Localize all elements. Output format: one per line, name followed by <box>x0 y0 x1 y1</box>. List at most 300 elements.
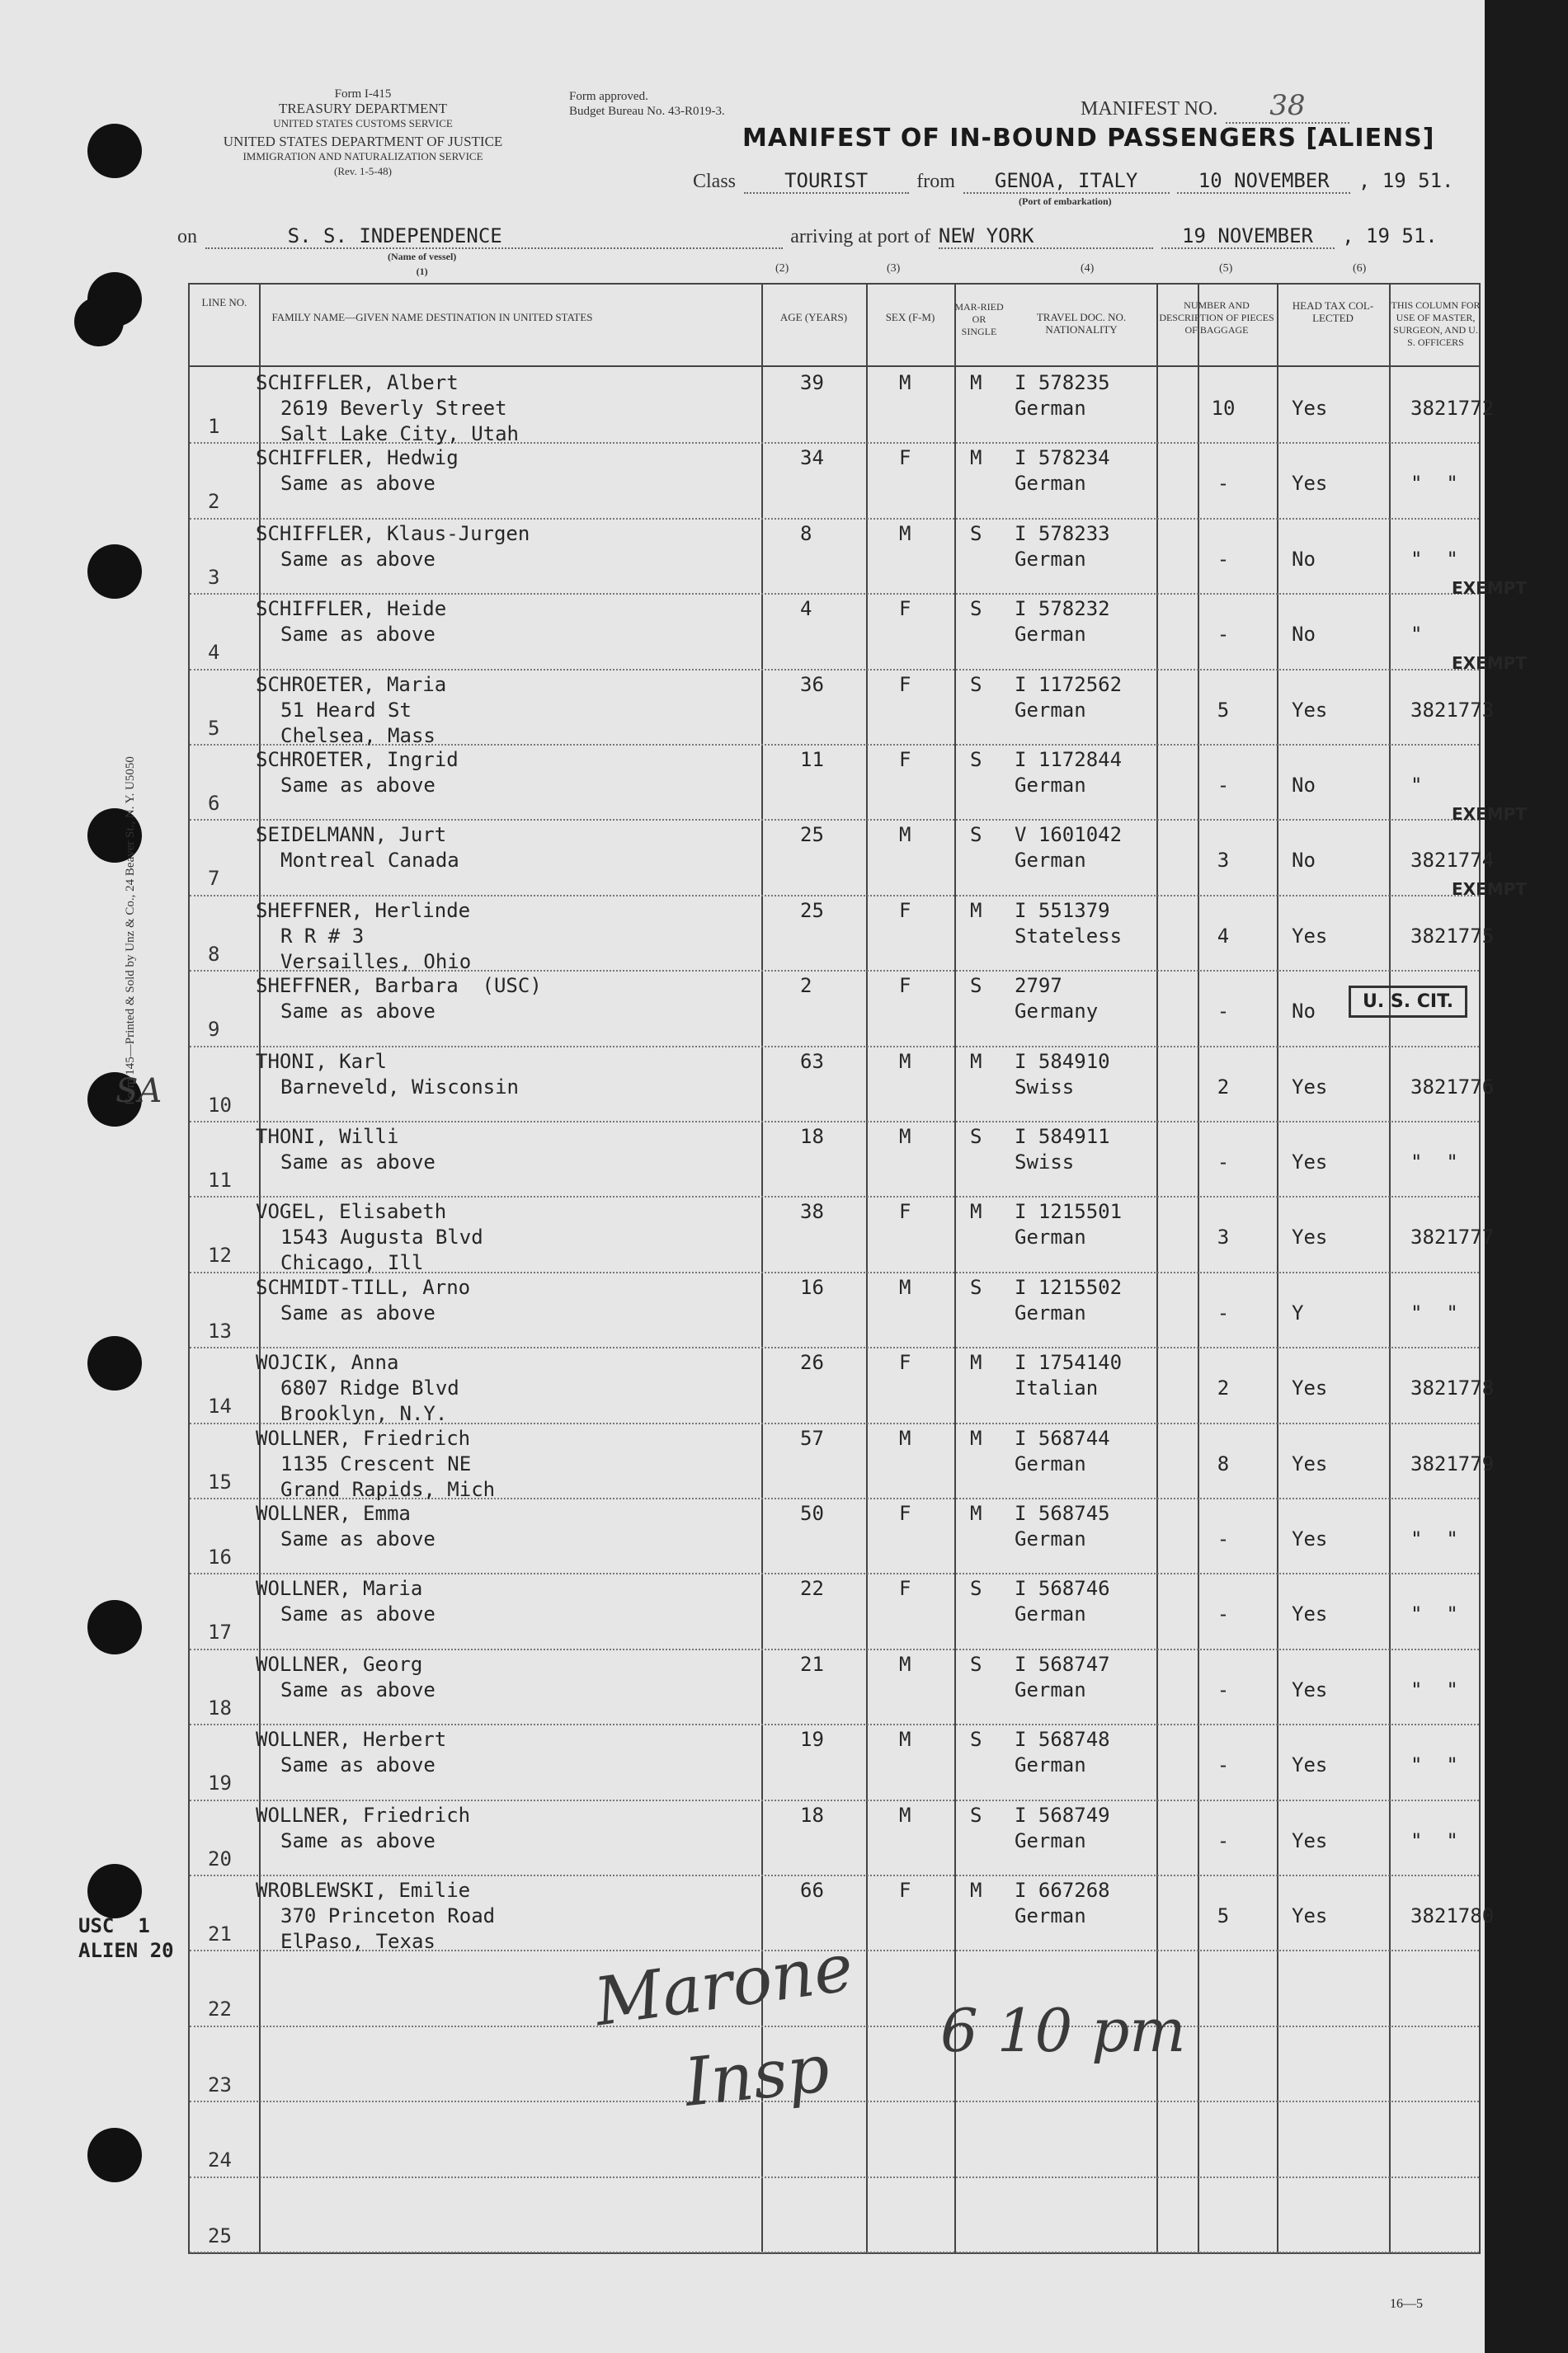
age-value: 8 <box>800 521 812 545</box>
head-tax: Yes <box>1292 1226 1328 1249</box>
justice-dept: UNITED STATES DEPARTMENT OF JUSTICE <box>223 134 503 149</box>
age-value: 57 <box>800 1426 824 1450</box>
sex-value: M <box>899 1652 911 1676</box>
footer-code: 16—5 <box>1390 2297 1423 2311</box>
marital-status: S <box>970 1803 982 1827</box>
line-number: 13 <box>208 1319 232 1343</box>
sex-value: F <box>899 446 911 470</box>
head-tax: Yes <box>1292 1527 1328 1551</box>
departure-date: 10 NOVEMBER <box>1177 169 1350 194</box>
marital-status: M <box>970 1049 982 1073</box>
travel-doc-no: I 584910 <box>1015 1049 1110 1073</box>
destination: Barneveld, Wisconsin <box>280 1075 519 1099</box>
age-value: 50 <box>800 1502 824 1525</box>
agency-block <box>165 87 561 179</box>
passenger-name: VOGEL, Elisabeth <box>256 1200 447 1224</box>
row-separator <box>190 669 1479 671</box>
head-tax: Yes <box>1292 698 1328 722</box>
nationality: German <box>1015 397 1086 420</box>
nationality: German <box>1015 1904 1086 1927</box>
nationality: German <box>1015 623 1086 647</box>
row-separator <box>190 1121 1479 1122</box>
marital-status: S <box>970 1728 982 1752</box>
officer-entry: " <box>1410 774 1423 797</box>
col-num-5: (5) <box>1219 262 1233 275</box>
passenger-name: WOLLNER, Maria <box>256 1577 423 1601</box>
nationality: German <box>1015 1753 1086 1777</box>
marital-status: M <box>970 371 982 394</box>
head-tax: Y <box>1292 1301 1304 1325</box>
baggage-count: - <box>1217 1678 1230 1701</box>
passenger-name: SCHMIDT-TILL, Arno <box>256 1275 471 1299</box>
travel-doc-no: I 584911 <box>1015 1125 1110 1148</box>
row-separator <box>190 2101 1479 2102</box>
officer-entry: 3821778 <box>1410 1377 1495 1400</box>
head-tax: No <box>1292 849 1316 873</box>
row-separator <box>190 518 1479 520</box>
sex-value: F <box>899 898 911 922</box>
marital-status: S <box>970 1275 982 1299</box>
punch-hole <box>87 1336 142 1391</box>
header-head-tax: HEAD TAX COL-LECTED <box>1292 299 1374 324</box>
head-tax: Yes <box>1292 924 1328 948</box>
baggage-count: - <box>1217 1602 1230 1626</box>
line-number: 2 <box>208 490 220 514</box>
travel-doc-no: V 1601042 <box>1015 823 1123 847</box>
head-tax: Yes <box>1292 1678 1328 1701</box>
passenger-name: WOLLNER, Herbert <box>256 1728 447 1752</box>
officer-entry: 3821777 <box>1410 1226 1495 1249</box>
travel-doc-no: I 1754140 <box>1015 1351 1123 1375</box>
travel-doc-no: I 568749 <box>1015 1803 1110 1827</box>
header-baggage: NUMBER AND DESCRIPTION OF PIECES OF BAGGAGE <box>1159 299 1274 336</box>
budget-bureau: Budget Bureau No. 43-R019-3. <box>569 105 725 118</box>
baggage-count: - <box>1217 1301 1230 1325</box>
nationality: German <box>1015 849 1086 873</box>
passenger-name: WOLLNER, Friedrich <box>256 1803 471 1827</box>
age-value: 18 <box>800 1125 824 1148</box>
age-value: 4 <box>800 597 812 621</box>
baggage-count: 3 <box>1217 1226 1230 1249</box>
nationality: German <box>1015 1226 1086 1249</box>
baggage-count: - <box>1217 774 1230 797</box>
punch-hole <box>87 1864 142 1918</box>
age-value: 25 <box>800 823 824 847</box>
baggage-count: 10 <box>1211 397 1236 420</box>
baggage-count: 4 <box>1217 924 1230 948</box>
baggage-count: 2 <box>1217 1377 1230 1400</box>
nationality: German <box>1015 547 1086 571</box>
torn-edge <box>1485 0 1568 2353</box>
on-label: on <box>177 226 197 247</box>
nationality: Swiss <box>1015 1075 1075 1099</box>
destination: Same as above <box>280 1301 436 1325</box>
passenger-name: THONI, Karl <box>256 1049 387 1073</box>
marital-status: M <box>970 1351 982 1375</box>
baggage-count: 5 <box>1217 1904 1230 1927</box>
marital-status: M <box>970 1879 982 1902</box>
passenger-name: SHEFFNER, Herlinde <box>256 898 471 922</box>
treasury-dept: TREASURY DEPARTMENT <box>278 101 448 116</box>
sex-value: M <box>899 371 911 394</box>
passenger-name: SCHROETER, Maria <box>256 672 447 696</box>
col-num-2: (2) <box>775 262 789 275</box>
line-number: 25 <box>208 2224 232 2247</box>
baggage-count: - <box>1217 1828 1230 1852</box>
travel-doc-no: I 1215502 <box>1015 1275 1123 1299</box>
line-number: 21 <box>208 1922 232 1946</box>
age-value: 26 <box>800 1351 824 1375</box>
head-tax: Yes <box>1292 1452 1328 1475</box>
head-tax: No <box>1292 774 1316 797</box>
vessel-caption-block <box>388 249 456 279</box>
travel-doc-no: I 568745 <box>1015 1502 1110 1525</box>
head-tax: Yes <box>1292 1602 1328 1626</box>
baggage-count: - <box>1217 472 1230 496</box>
officer-entry: 3821779 <box>1410 1452 1495 1475</box>
departure-year: , 19 51. <box>1358 169 1454 192</box>
officer-entry: " " <box>1410 547 1458 571</box>
row-separator <box>190 1573 1479 1574</box>
row-separator <box>190 2252 1479 2253</box>
manifest-label: MANIFEST NO. <box>1081 98 1218 120</box>
passenger-name: SEIDELMANN, Jurt <box>256 823 447 847</box>
destination: 51 Heard St Chelsea, Mass <box>280 698 436 747</box>
age-value: 11 <box>800 748 824 771</box>
punch-hole <box>74 297 124 346</box>
row-separator <box>190 1347 1479 1348</box>
baggage-count: 8 <box>1217 1452 1230 1475</box>
travel-doc-no: I 578232 <box>1015 597 1110 621</box>
destination: Same as above <box>280 1151 436 1174</box>
embarkation-caption: (Port of embarkation) <box>1019 195 1112 207</box>
destination: Same as above <box>280 547 436 571</box>
sex-value: F <box>899 1577 911 1601</box>
sex-value: M <box>899 1049 911 1073</box>
nationality: Italian <box>1015 1377 1099 1400</box>
line-number: 8 <box>208 942 220 966</box>
sex-value: M <box>899 1728 911 1752</box>
form-approved: Form approved. <box>569 90 648 103</box>
destination: Same as above <box>280 1602 436 1626</box>
nationality: German <box>1015 472 1086 496</box>
travel-doc-no: I 568747 <box>1015 1652 1110 1676</box>
exempt-stamp: EXEMPT <box>1452 879 1527 900</box>
officer-entry: " " <box>1410 1753 1458 1777</box>
nationality: Stateless <box>1015 924 1123 948</box>
nationality: German <box>1015 1828 1086 1852</box>
header-sex: SEX (F-M) <box>885 311 935 323</box>
punch-hole <box>87 124 142 178</box>
header-name-destination: FAMILY NAME—GIVEN NAME DESTINATION IN UNITED STATES <box>271 311 593 323</box>
marital-status: M <box>970 1426 982 1450</box>
sex-value: F <box>899 1502 911 1525</box>
marginal-note-sa: SA <box>115 1072 162 1110</box>
officer-entry: 3821775 <box>1410 924 1495 948</box>
class-line <box>693 169 1453 194</box>
line-number: 10 <box>208 1093 232 1117</box>
marital-status: S <box>970 748 982 771</box>
class-value: TOURIST <box>744 169 909 194</box>
travel-doc-no: 2797 <box>1015 974 1062 998</box>
baggage-count: - <box>1217 623 1230 647</box>
destination: 370 Princeton Road ElPaso, Texas <box>280 1904 496 1953</box>
passenger-name: SCHIFFLER, Albert <box>256 371 459 394</box>
nationality: German <box>1015 774 1086 797</box>
head-tax: Yes <box>1292 472 1328 496</box>
line-number: 14 <box>208 1395 232 1419</box>
row-separator <box>190 593 1479 595</box>
age-value: 21 <box>800 1652 824 1676</box>
travel-doc-no: I 568744 <box>1015 1426 1110 1450</box>
nationality: German <box>1015 1301 1086 1325</box>
age-value: 25 <box>800 898 824 922</box>
line-number: 3 <box>208 565 220 589</box>
punch-hole <box>87 1600 142 1654</box>
destination: 6807 Ridge Blvd Brooklyn, N.Y. <box>280 1377 459 1426</box>
sex-value: M <box>899 823 911 847</box>
page-title: MANIFEST OF IN-BOUND PASSENGERS [ALIENS] <box>742 124 1435 153</box>
header-travel-doc: TRAVEL DOC. NO. NATIONALITY <box>1036 311 1127 336</box>
baggage-count: 5 <box>1217 698 1230 722</box>
usc-label: USC <box>78 1914 115 1937</box>
line-number: 16 <box>208 1546 232 1569</box>
line-number: 11 <box>208 1169 232 1192</box>
header-age: AGE (YEARS) <box>779 311 848 323</box>
row-separator <box>190 1046 1479 1047</box>
officer-entry: " " <box>1410 1301 1458 1325</box>
age-value: 18 <box>800 1803 824 1827</box>
line-number: 18 <box>208 1696 232 1720</box>
destination: Same as above <box>280 1678 436 1701</box>
travel-doc-no: I 551379 <box>1015 898 1110 922</box>
line-number: 23 <box>208 2073 232 2097</box>
row-separator <box>190 895 1479 896</box>
arrival-year: , 19 51. <box>1342 224 1438 247</box>
tally-block <box>78 1913 174 1963</box>
line-number: 22 <box>208 1998 232 2021</box>
col-num-6: (6) <box>1353 262 1367 275</box>
baggage-count: 2 <box>1217 1075 1230 1099</box>
travel-doc-no: I 1215501 <box>1015 1200 1123 1224</box>
destination: Same as above <box>280 1527 436 1551</box>
printer-note: Form 145—Printed & Sold by Unz & Co., 24 Beaver St., N. Y. U5050 <box>124 756 137 1105</box>
embarkation-port: GENOA, ITALY <box>963 169 1170 194</box>
marital-status: M <box>970 1200 982 1224</box>
row-separator <box>190 1875 1479 1876</box>
alien-count: 20 <box>149 1939 174 1962</box>
baggage-count: - <box>1217 1000 1230 1024</box>
baggage-count: - <box>1217 1527 1230 1551</box>
baggage-count: - <box>1217 547 1230 571</box>
line-number: 1 <box>208 415 220 438</box>
sex-value: M <box>899 1275 911 1299</box>
row-separator <box>190 1649 1479 1650</box>
passenger-name: WROBLEWSKI, Emilie <box>256 1879 471 1902</box>
class-label: Class <box>693 171 737 192</box>
passenger-name: WOLLNER, Friedrich <box>256 1426 471 1450</box>
passenger-name: SHEFFNER, Barbara (USC) <box>256 974 542 998</box>
customs-service: UNITED STATES CUSTOMS SERVICE <box>273 117 453 129</box>
nationality: German <box>1015 698 1086 722</box>
head-tax: No <box>1292 1000 1316 1024</box>
nationality: Germany <box>1015 1000 1099 1024</box>
head-tax: Yes <box>1292 397 1328 420</box>
travel-doc-no: I 667268 <box>1015 1879 1110 1902</box>
marital-status: M <box>970 898 982 922</box>
marital-status: M <box>970 1502 982 1525</box>
budget-block <box>569 89 725 119</box>
ins-service: IMMIGRATION AND NATURALIZATION SERVICE <box>242 150 483 162</box>
destination: Same as above <box>280 1000 436 1024</box>
exempt-stamp: EXEMPT <box>1452 653 1527 674</box>
destination: 1135 Crescent NE Grand Rapids, Mich <box>280 1452 496 1501</box>
arriving-label: arriving at port of <box>790 226 931 247</box>
passenger-name: SCHIFFLER, Klaus-Jurgen <box>256 521 530 545</box>
vessel-caption: (Name of vessel) <box>388 251 457 262</box>
punch-hole <box>87 2128 142 2182</box>
vessel-line <box>177 224 1438 249</box>
head-tax: Yes <box>1292 1377 1328 1400</box>
row-separator <box>190 1724 1479 1725</box>
baggage-count: - <box>1217 1151 1230 1174</box>
baggage-count: - <box>1217 1753 1230 1777</box>
passenger-name: THONI, Willi <box>256 1125 399 1148</box>
col-num-3: (3) <box>887 262 901 275</box>
row-separator <box>190 819 1479 821</box>
arrival-port: NEW YORK <box>939 224 1153 249</box>
line-number: 4 <box>208 641 220 665</box>
marital-status: S <box>970 1125 982 1148</box>
inspector-signature: Marone <box>590 1928 858 2041</box>
sex-value: F <box>899 1200 911 1224</box>
header-line-no: LINE NO. <box>201 296 247 308</box>
travel-doc-no: I 578234 <box>1015 446 1110 470</box>
line-number: 20 <box>208 1847 232 1871</box>
exempt-stamp: EXEMPT <box>1452 804 1527 824</box>
usc-count: 1 <box>138 1914 150 1937</box>
sex-value: M <box>899 1426 911 1450</box>
passenger-name: WOLLNER, Emma <box>256 1502 411 1525</box>
passenger-name: SCHIFFLER, Heide <box>256 597 447 621</box>
travel-doc-no: I 1172562 <box>1015 672 1123 696</box>
officer-entry: " " <box>1410 472 1458 496</box>
age-value: 22 <box>800 1577 824 1601</box>
marital-status: S <box>970 1652 982 1676</box>
vessel-colnum: (1) <box>416 266 428 277</box>
passenger-name: SCHIFFLER, Hedwig <box>256 446 459 470</box>
officer-entry: 3821774 <box>1410 849 1495 873</box>
head-tax: Yes <box>1292 1151 1328 1174</box>
travel-doc-no: I 568746 <box>1015 1577 1110 1601</box>
header-officers: THIS COLUMN FOR USE OF MASTER, SURGEON, AND U. S. OFFICERS <box>1391 299 1481 348</box>
officer-entry: " " <box>1410 1602 1458 1626</box>
marital-status: S <box>970 597 982 621</box>
line-number: 9 <box>208 1018 220 1042</box>
nationality: Swiss <box>1015 1151 1075 1174</box>
officer-entry: " " <box>1410 1678 1458 1701</box>
line-number: 17 <box>208 1621 232 1645</box>
exempt-stamp: EXEMPT <box>1452 577 1527 598</box>
destination: Montreal Canada <box>280 849 459 873</box>
manifest-no-value: 38 <box>1226 89 1349 124</box>
head-tax: Yes <box>1292 1904 1328 1927</box>
passenger-name: SCHROETER, Ingrid <box>256 748 459 771</box>
officer-entry: " " <box>1410 1527 1458 1551</box>
age-value: 34 <box>800 446 824 470</box>
age-value: 39 <box>800 371 824 394</box>
sex-value: M <box>899 1125 911 1148</box>
time-note: 6 10 pm <box>940 1996 1186 2065</box>
row-separator <box>190 2177 1479 2178</box>
officer-entry: " " <box>1410 1828 1458 1852</box>
officer-entry: 3821780 <box>1410 1904 1495 1927</box>
destination: R R # 3 Versailles, Ohio <box>280 924 472 973</box>
line-number: 5 <box>208 716 220 740</box>
head-tax: Yes <box>1292 1075 1328 1099</box>
nationality: German <box>1015 1678 1086 1701</box>
sex-value: M <box>899 1803 911 1827</box>
us-citizen-stamp: U. S. CIT. <box>1349 986 1467 1018</box>
head-tax: Yes <box>1292 1753 1328 1777</box>
nationality: German <box>1015 1602 1086 1626</box>
sex-value: F <box>899 1351 911 1375</box>
marital-status: S <box>970 1577 982 1601</box>
insp-note: Insp <box>680 2030 833 2121</box>
punch-hole <box>87 544 142 599</box>
sex-value: F <box>899 748 911 771</box>
nationality: German <box>1015 1452 1086 1475</box>
age-value: 63 <box>800 1049 824 1073</box>
officer-entry: 3821772 <box>1410 397 1495 420</box>
head-tax: Yes <box>1292 1828 1328 1852</box>
destination: Same as above <box>280 472 436 496</box>
line-number: 7 <box>208 867 220 891</box>
officer-entry: 3821773 <box>1410 698 1495 722</box>
marital-status: S <box>970 521 982 545</box>
age-value: 36 <box>800 672 824 696</box>
line-number: 15 <box>208 1470 232 1494</box>
destination: Same as above <box>280 1753 436 1777</box>
marital-status: M <box>970 446 982 470</box>
officer-entry: 3821776 <box>1410 1075 1495 1099</box>
line-number: 6 <box>208 792 220 815</box>
from-label: from <box>916 171 955 192</box>
line-number: 19 <box>208 1772 232 1795</box>
sex-value: M <box>899 521 911 545</box>
destination: 1543 Augusta Blvd Chicago, Ill <box>280 1226 483 1275</box>
baggage-count: 3 <box>1217 849 1230 873</box>
header-married: MAR-RIED OR SINGLE <box>954 301 1004 337</box>
sex-value: F <box>899 1879 911 1902</box>
marital-status: S <box>970 974 982 998</box>
sex-value: F <box>899 974 911 998</box>
passenger-name: WOLLNER, Georg <box>256 1652 423 1676</box>
travel-doc-no: I 578235 <box>1015 371 1110 394</box>
officer-entry: " " <box>1410 1151 1458 1174</box>
age-value: 38 <box>800 1200 824 1224</box>
passenger-name: WOJCIK, Anna <box>256 1351 399 1375</box>
destination: Same as above <box>280 774 436 797</box>
row-separator <box>190 2026 1479 2027</box>
travel-doc-no: I 1172844 <box>1015 748 1123 771</box>
alien-label: ALIEN <box>78 1939 139 1962</box>
destination: 2619 Beverly Street Salt Lake City, Utah <box>280 397 519 445</box>
row-separator <box>190 1196 1479 1198</box>
nationality: German <box>1015 1527 1086 1551</box>
marital-status: S <box>970 823 982 847</box>
age-value: 16 <box>800 1275 824 1299</box>
